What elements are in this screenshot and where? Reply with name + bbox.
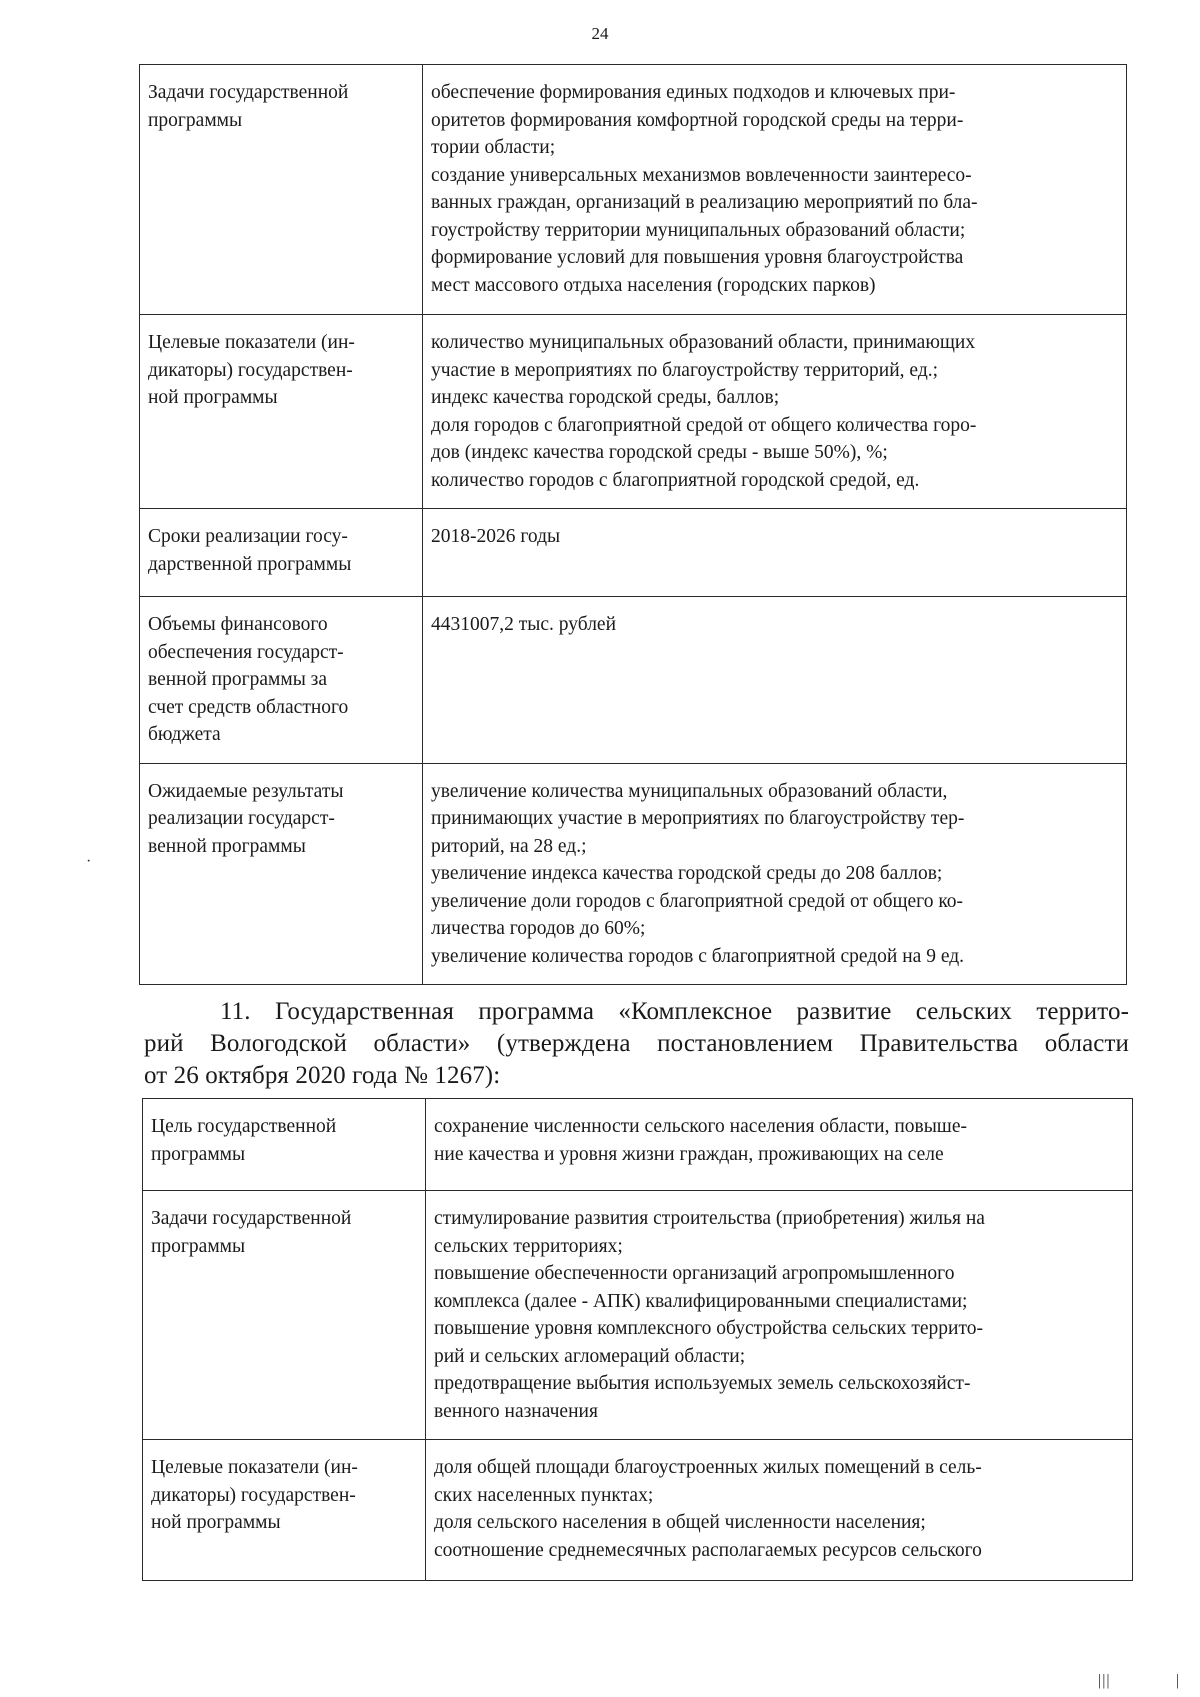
program-passport-table-body bbox=[140, 65, 1127, 985]
rural-program-passport-table-body bbox=[143, 1099, 1133, 1581]
label-cell bbox=[140, 509, 423, 597]
label-cell-line: Целевые показатели (ин- bbox=[148, 332, 355, 353]
table-row bbox=[140, 65, 1127, 315]
value-cell-line: личества городов до 60%; bbox=[431, 918, 646, 939]
label-cell-line: обеспечения государст- bbox=[148, 641, 344, 663]
table-row bbox=[143, 1099, 1133, 1191]
value-cell-line: оритетов формирования комфортной городской среды на терри- bbox=[431, 109, 964, 131]
label-cell-line: Задачи государственной bbox=[148, 82, 349, 103]
value-cell bbox=[423, 315, 1127, 509]
value-cell bbox=[426, 1191, 1133, 1440]
label-cell-line: Целевые показатели (ин- bbox=[151, 1457, 358, 1478]
label-cell-line: Задачи государственной bbox=[151, 1208, 352, 1229]
value-cell bbox=[423, 509, 1127, 597]
value-cell-line: индекс качества городской среды, баллов; bbox=[431, 387, 780, 408]
value-cell bbox=[423, 65, 1127, 315]
table-row bbox=[140, 597, 1127, 764]
value-cell-line: венного назначения bbox=[434, 1400, 598, 1422]
label-cell-line: программы bbox=[148, 109, 243, 131]
label-cell-line: Сроки реализации госу- bbox=[148, 526, 348, 547]
label-cell bbox=[140, 597, 423, 764]
value-cell-line: соотношение среднемесячных располагаемых ресурсов сельского bbox=[434, 1539, 982, 1561]
label-cell bbox=[143, 1191, 426, 1440]
value-cell-line: 2018-2026 годы bbox=[431, 526, 561, 547]
value-cell-line: ние качества и уровня жизни граждан, проживающих на селе bbox=[434, 1143, 944, 1165]
value-cell-line: увеличение количества городов с благоприятной средой на 9 ед. bbox=[431, 945, 965, 967]
label-cell-line: дикаторы) государствен- bbox=[148, 359, 353, 381]
section-heading bbox=[144, 996, 1129, 1092]
label-cell-line: Объемы финансового bbox=[148, 614, 328, 635]
value-cell-line: сохранение численности сельского населения области, повыше- bbox=[434, 1116, 967, 1137]
label-cell-line: бюджета bbox=[148, 724, 221, 745]
value-cell-line: участие в мероприятиях по благоустройству территорий, ед.; bbox=[431, 359, 939, 381]
label-cell-line: Цель государственной bbox=[151, 1116, 337, 1137]
value-cell-line: количество муниципальных образований области, принимающих bbox=[431, 332, 976, 353]
label-cell-line: программы bbox=[151, 1143, 246, 1165]
value-cell-line: повышение обеспеченности организаций агропромышленного bbox=[434, 1263, 955, 1284]
page-number: 24 bbox=[591, 24, 609, 43]
value-cell-line: увеличение доли городов с благоприятной средой от общего ко- bbox=[431, 890, 964, 912]
value-cell-line: сельских территориях; bbox=[434, 1235, 623, 1257]
program-passport-table bbox=[139, 64, 1127, 985]
value-cell-line: увеличение количества муниципальных образований области, bbox=[431, 780, 948, 802]
label-cell-line: реализации государст- bbox=[148, 808, 335, 829]
value-cell-line: рий и сельских агломераций области; bbox=[434, 1345, 746, 1367]
value-cell-line: количество городов с благоприятной городской средой, ед. bbox=[431, 469, 920, 491]
label-cell-line: дикаторы) государствен- bbox=[151, 1484, 356, 1506]
label-cell-line: венной программы за bbox=[148, 669, 328, 690]
value-cell-line: увеличение индекса качества городской среды до 208 баллов; bbox=[431, 863, 943, 884]
value-cell-line: стимулирование развития строительства (приобретения) жилья на bbox=[434, 1208, 985, 1229]
value-cell-line: доля общей площади благоустроенных жилых помещений в сель- bbox=[434, 1457, 982, 1478]
value-cell-line: тории области; bbox=[431, 137, 556, 158]
label-cell-line: счет средств областного bbox=[148, 696, 349, 718]
rural-program-passport-table bbox=[142, 1098, 1133, 1581]
section-heading-line: рий Вологодской области» (утверждена постановлением Правительства области bbox=[144, 1030, 1129, 1057]
value-cell-line: риторий, на 28 ед.; bbox=[431, 835, 587, 857]
value-cell-line: создание универсальных механизмов вовлеченности заинтересо- bbox=[431, 164, 972, 186]
value-cell bbox=[423, 763, 1127, 985]
value-cell-line: ских населенных пунктах; bbox=[434, 1484, 654, 1506]
value-cell-line: доля сельского населения в общей численности населения; bbox=[434, 1512, 926, 1533]
section-heading-line: 11. Государственная программа «Комплексное развитие сельских террито- bbox=[220, 998, 1129, 1025]
label-cell-line: Ожидаемые результаты bbox=[148, 780, 344, 802]
value-cell-line: формирование условий для повышения уровня благоустройства bbox=[431, 247, 964, 268]
label-cell-line: ной программы bbox=[151, 1512, 281, 1533]
label-cell-line: программы bbox=[151, 1235, 246, 1257]
value-cell-line: дов (индекс качества городской среды - выше 50%), %; bbox=[431, 442, 888, 463]
value-cell-line: 4431007,2 тыс. рублей bbox=[431, 614, 617, 635]
table-row bbox=[140, 763, 1127, 985]
value-cell-line: ванных граждан, организаций в реализацию мероприятий по бла- bbox=[431, 192, 978, 213]
label-cell-line: ной программы bbox=[148, 387, 278, 408]
margin-dot-mark: · bbox=[86, 853, 92, 870]
label-cell-line: венной программы bbox=[148, 835, 306, 857]
value-cell-line: доля городов с благоприятной средой от общего количества горо- bbox=[431, 414, 977, 436]
label-cell bbox=[140, 315, 423, 509]
value-cell bbox=[426, 1440, 1133, 1581]
label-cell bbox=[143, 1099, 426, 1191]
label-cell-line: дарственной программы bbox=[148, 553, 352, 575]
value-cell-line: мест массового отдыха населения (городских парков) bbox=[431, 274, 876, 296]
table-row bbox=[143, 1440, 1133, 1581]
label-cell bbox=[143, 1440, 426, 1581]
margin-bar-mark: | bbox=[1176, 1672, 1180, 1689]
value-cell bbox=[426, 1099, 1133, 1191]
value-cell bbox=[423, 597, 1127, 764]
label-cell bbox=[140, 763, 423, 985]
value-cell-line: гоустройству территории муниципальных образований области; bbox=[431, 219, 966, 241]
table-row bbox=[143, 1191, 1133, 1440]
label-cell bbox=[140, 65, 423, 315]
section-heading-line: от 26 октября 2020 года № 1267): bbox=[144, 1062, 501, 1089]
value-cell-line: обеспечение формирования единых подходов и ключевых при- bbox=[431, 82, 956, 103]
table-row bbox=[140, 315, 1127, 509]
table-row bbox=[140, 509, 1127, 597]
value-cell-line: предотвращение выбытия используемых земель сельскохозяйст- bbox=[434, 1373, 971, 1394]
value-cell-line: повышение уровня комплексного обустройства сельских террито- bbox=[434, 1318, 983, 1339]
value-cell-line: комплекса (далее - АПК) квалифицированными специалистами; bbox=[434, 1290, 968, 1312]
margin-bars-mark: ||| bbox=[1098, 1672, 1111, 1689]
value-cell-line: принимающих участие в мероприятиях по благоустройству тер- bbox=[431, 808, 965, 829]
